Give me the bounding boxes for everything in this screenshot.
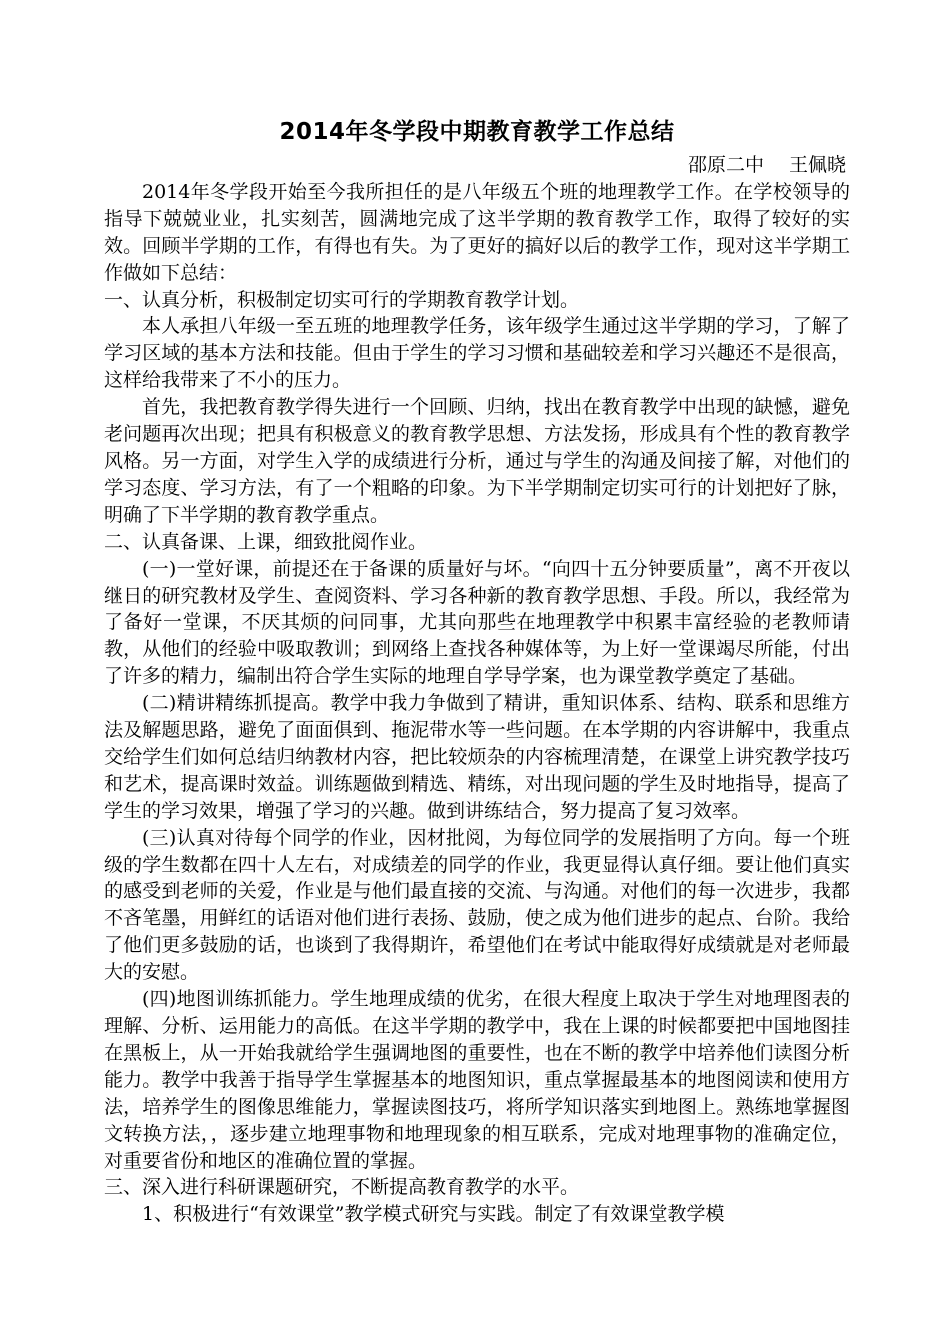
document-body — [104, 179, 850, 1228]
paragraph: (四)地图训练抓能力。学生地理成绩的优劣，在很大程度上取决于学生对地理图表的理解、分析、运用能力的高低。在这半学期的教学中，我在上课的时候都要把中国地图挂在黑板上，从一开始我就给学生强调地图的重要性，也在不断的教学中培养他们读图分析能力。教学中我善于指导学生掌握基本的地图知识，重点掌握最基本的地图阅读和使用方法，培养学生的图像思维能力，掌握读图技巧，将所学知识落实到地图上。熟练地掌握图文转换方法，，逐步建立地理事物和地理现象的相互联系，完成对地理事物的准确定位，对重要省份和地区的准确位置的掌握。 — [104, 988, 850, 1172]
document-title: 2014年冬学段中期教育教学工作总结 — [279, 119, 675, 145]
paragraph: (一)一堂好课，前提还在于备课的质量好与坏。“向四十五分钟要质量”，离不开夜以继日的研究教材及学生、查阅资料、学习各种新的教育教学思想、手段。所以，我经常为了备好一堂课，不厌其烦的问同事，尤其向那些在地理教学中积累丰富经验的老教师请教，从他们的经验中吸取教训；到网络上查找各种媒体等，为上好一堂课竭尽所能，付出了许多的精力，编制出符合学生实际的地理自学导学案，也为课堂教学奠定了基础。 — [104, 557, 850, 688]
paragraph: 2014年冬学段开始至今我所担任的是八年级五个班的地理教学工作。在学校领导的指导下兢兢业业，扎实刻苦，圆满地完成了这半学期的教育教学工作，取得了较好的实效。回顾半学期的工作，有得也有失。为了更好的搞好以后的教学工作，现对这半学期工作做如下总结： — [104, 180, 850, 284]
document-page — [104, 112, 850, 1228]
section-heading: 三、深入进行科研课题研究，不断提高教育教学的水平。 — [104, 1176, 580, 1199]
paragraph: (三)认真对待每个同学的作业，因材批阅，为每位同学的发展指明了方向。每一个班级的学生数都在四十人左右，对成绩差的同学的作业，我更显得认真仔细。要让他们真实的感受到老师的关爱，作业是与他们最直接的交流、与沟通。对他们的每一次进步，我都不吝笔墨，用鲜红的话语对他们进行表扬、鼓励，使之成为他们进步的起点、台阶。我给了他们更多鼓励的话，也谈到了我得期许，希望他们在考试中能取得好成绩就是对老师最大的安慰。 — [104, 826, 850, 984]
paragraph: (二)精讲精练抓提高。教学中我力争做到了精讲，重知识体系、结构、联系和思维方法及解题思路，避免了面面俱到、拖泥带水等一些问题。在本学期的内容讲解中，我重点交给学生们如何总结归纳教材内容，把比较烦杂的内容梳理清楚，在课堂上讲究教学技巧和艺术，提高课时效益。训练题做到精选、精练，对出现问题的学生及时地指导，提高了学生的学习效果，增强了学习的兴趣。做到讲练结合，努力提高了复习效率。 — [104, 692, 850, 822]
paragraph: 首先，我把教育教学得失进行一个回顾、归纳，找出在教育教学中出现的缺憾，避免老问题再次出现；把具有积极意义的教育教学思想、方法发扬，形成具有个性的教育教学风格。另一方面，对学生入学的成绩进行分析，通过与学生的沟通及间接了解，对他们的学习态度、学习方法，有了一个粗略的印象。为下半学期制定切实可行的计划把好了脉，明确了下半学期的教育教学重点。 — [104, 396, 850, 526]
paragraph: 本人承担八年级一至五班的地理教学任务，该年级学生通过这半学期的学习，了解了学习区域的基本方法和技能。但由于学生的学习习惯和基础较差和学习兴趣还不是很高，这样给我带来了不小的压力。 — [104, 315, 850, 392]
author-line: 邵原二中 王佩晓 — [687, 154, 846, 176]
paragraph: 1、积极进行“有效课堂”教学模式研究与实践。制定了有效课堂教学模 — [142, 1203, 725, 1226]
section-heading: 二、认真备课、上课，细致批阅作业。 — [104, 530, 428, 553]
section-heading: 一、认真分析，积极制定切实可行的学期教育教学计划。 — [104, 288, 580, 311]
